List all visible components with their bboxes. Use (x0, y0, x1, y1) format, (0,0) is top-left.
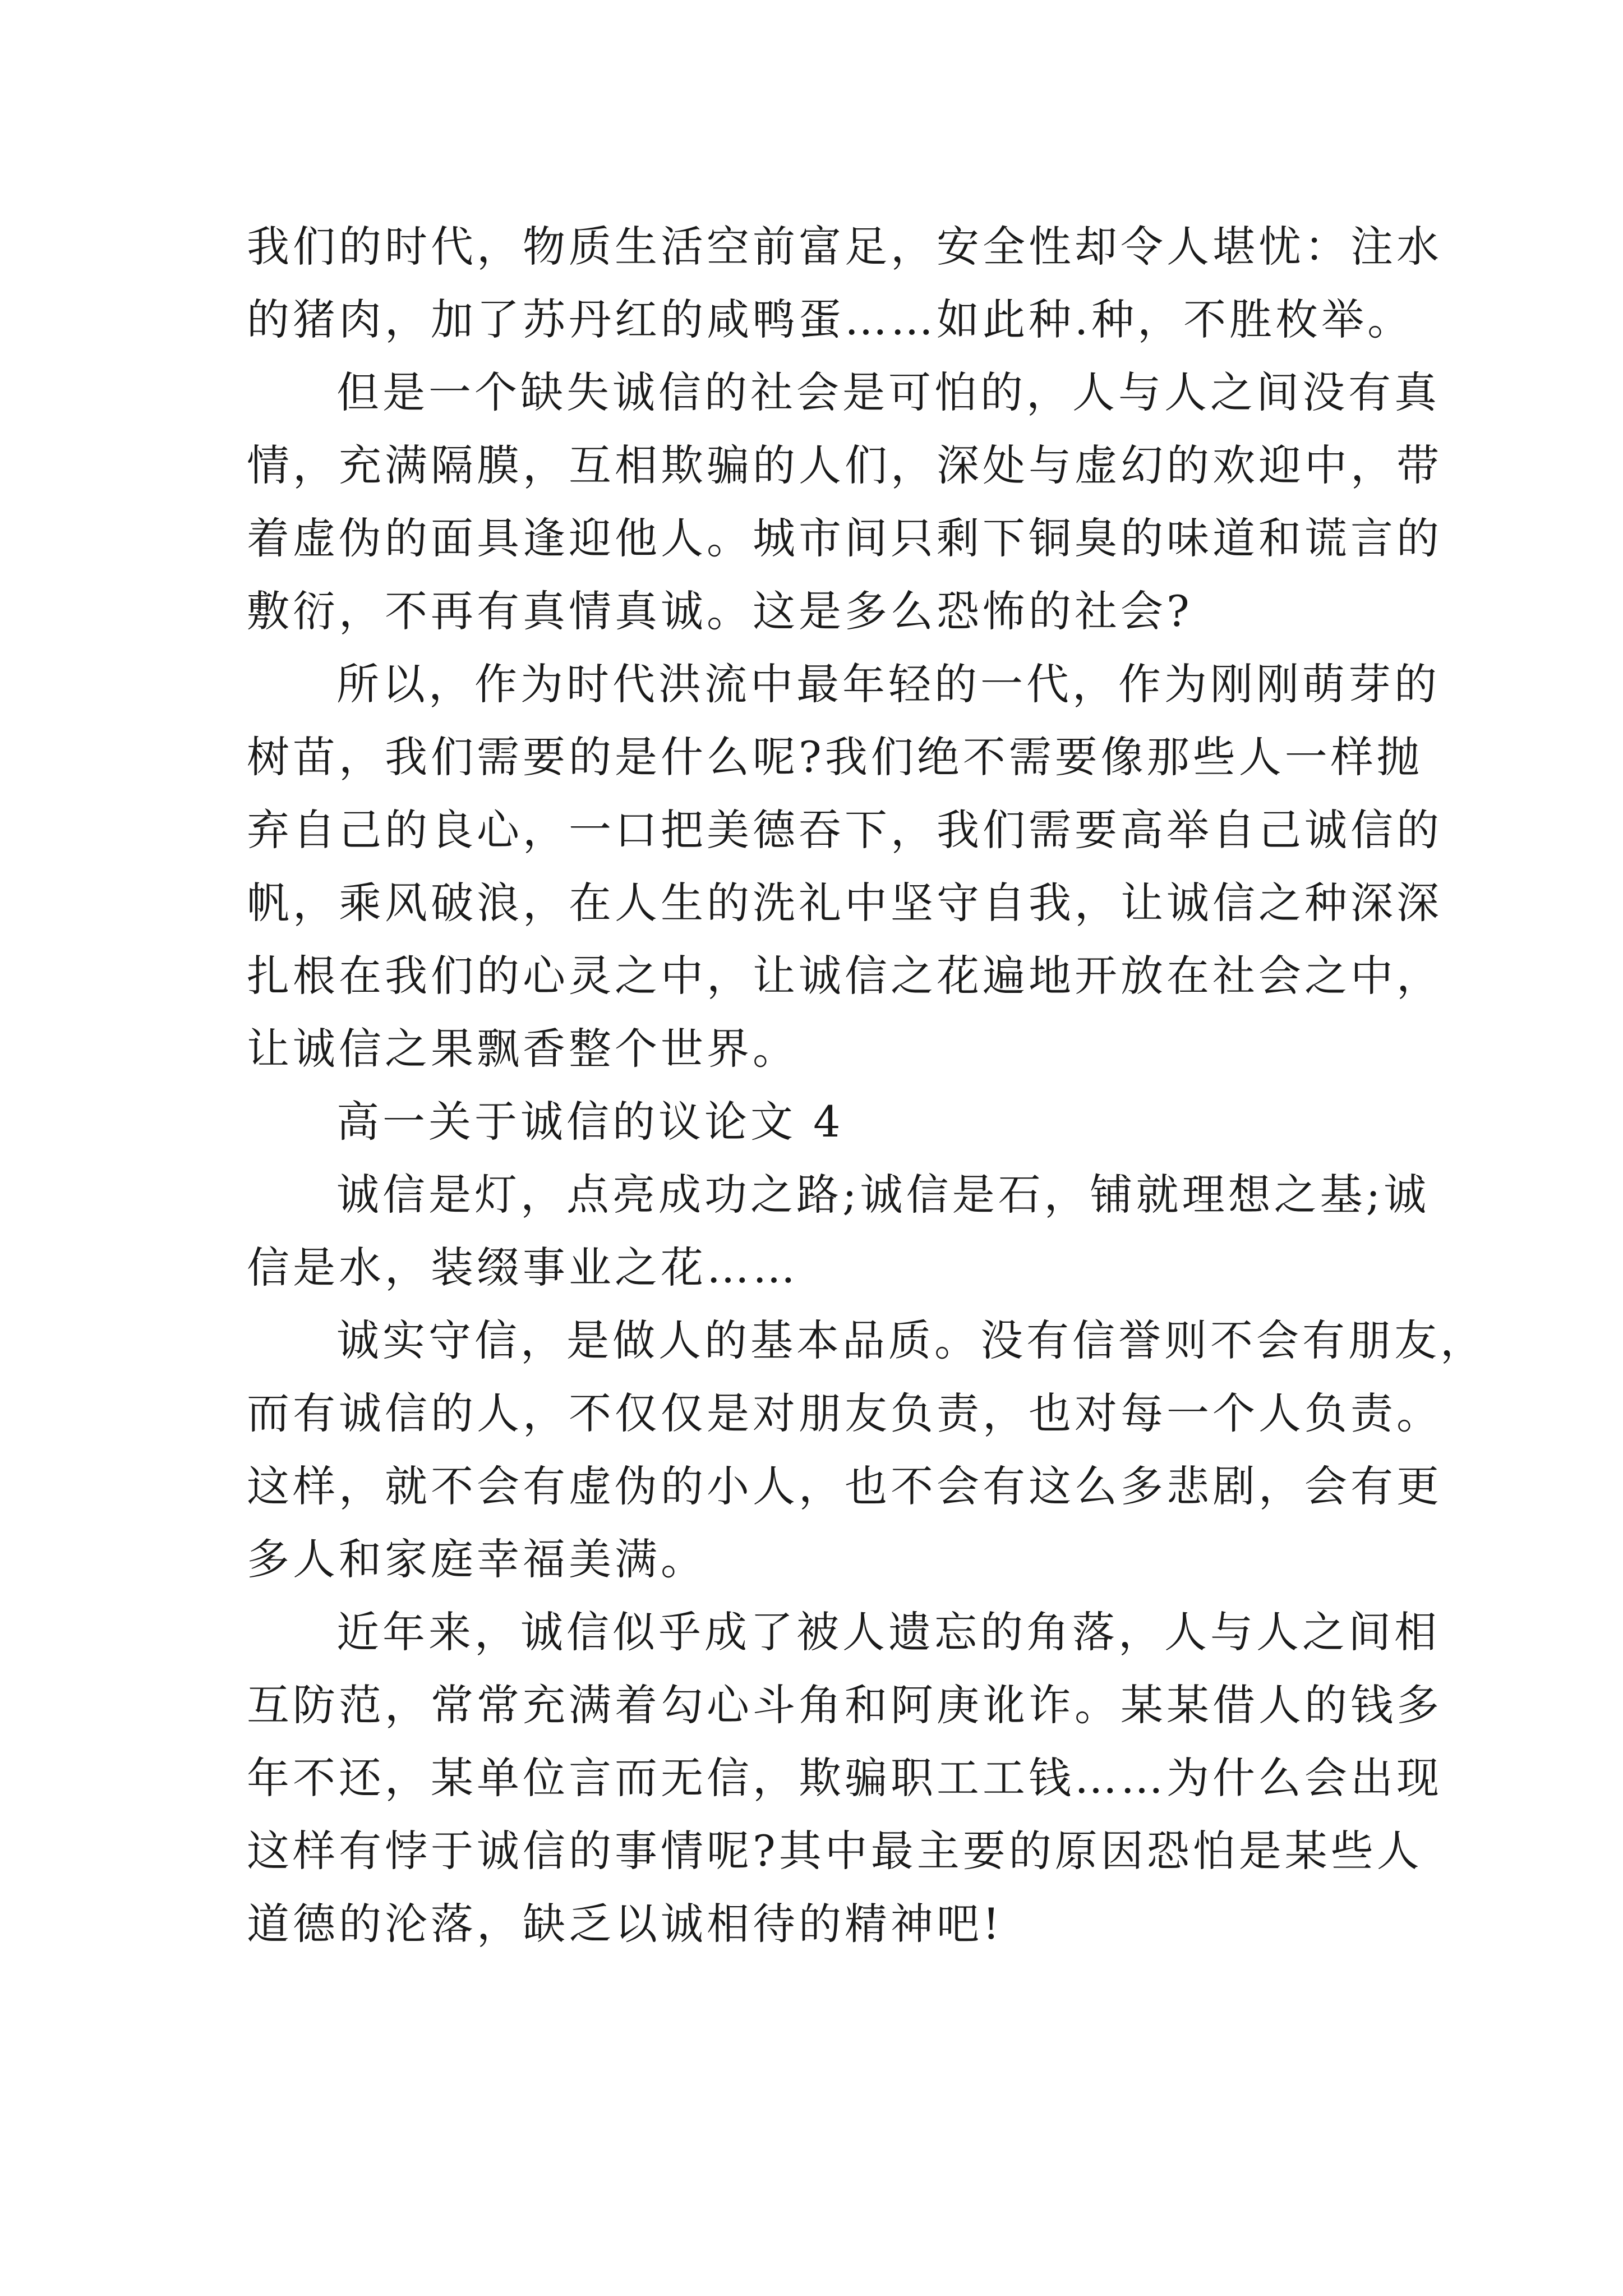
paragraph-line: 所以，作为时代洪流中最年轻的一代，作为刚刚萌芽的 (336, 659, 1440, 709)
paragraph-line: 我们的时代，物质生活空前富足，安全性却令人堪忧：注水 (247, 222, 1442, 272)
paragraph-line: 弃自己的良心，一口把美德吞下，我们需要高举自己诚信的 (247, 805, 1442, 855)
paragraph-line: 多人和家庭幸福美满。 (247, 1534, 707, 1584)
paragraph-line: 着虚伪的面具逢迎他人。城市间只剩下铜臭的味道和谎言的 (247, 513, 1442, 563)
paragraph-line: 互防范，常常充满着勾心斗角和阿庚讹诈。某某借人的钱多 (247, 1680, 1442, 1730)
paragraph-line: 树苗，我们需要的是什么呢?我们绝不需要像那些人一样抛 (247, 732, 1423, 782)
paragraph-line: 这样，就不会有虚伪的小人，也不会有这么多悲剧，会有更 (247, 1461, 1442, 1511)
paragraph-line: 信是水，装缀事业之花…… (247, 1243, 799, 1292)
paragraph-line: 扎根在我们的心灵之中，让诚信之花遍地开放在社会之中， (247, 951, 1442, 1001)
paragraph-line: 的猪肉，加了苏丹红的咸鸭蛋……如此种.种，不胜枚举。 (247, 295, 1414, 344)
paragraph-line: 情，充满隔膜，互相欺骗的人们，深处与虚幻的欢迎中，带 (247, 440, 1442, 490)
paragraph-line: 诚实守信，是做人的基本品质。没有信誉则不会有朋友， (336, 1315, 1486, 1365)
paragraph-line: 近年来，诚信似乎成了被人遗忘的角落，人与人之间相 (336, 1607, 1440, 1657)
paragraph-line: 但是一个缺失诚信的社会是可怕的，人与人之间没有真 (336, 367, 1440, 417)
paragraph-line: 敷衍，不再有真情真诚。这是多么恐怖的社会? (247, 586, 1193, 636)
paragraph-line: 而有诚信的人，不仅仅是对朋友负责，也对每一个人负责。 (247, 1388, 1442, 1438)
paragraph-line: 诚信是灯，点亮成功之路;诚信是石，铺就理想之基;诚 (336, 1170, 1430, 1220)
section-heading: 高一关于诚信的议论文 4 (336, 1097, 844, 1147)
paragraph-line: 道德的沦落，缺乏以诚相待的精神吧! (247, 1899, 1003, 1949)
paragraph-line: 帆，乘风破浪，在人生的洗礼中坚守自我，让诚信之种深深 (247, 878, 1442, 928)
paragraph-line: 年不还，某单位言而无信，欺骗职工工钱……为什么会出现 (247, 1753, 1442, 1803)
paragraph-line: 让诚信之果飘香整个世界。 (247, 1024, 799, 1074)
paragraph-line: 这样有悖于诚信的事情呢?其中最主要的原因恐怕是某些人 (247, 1826, 1423, 1876)
